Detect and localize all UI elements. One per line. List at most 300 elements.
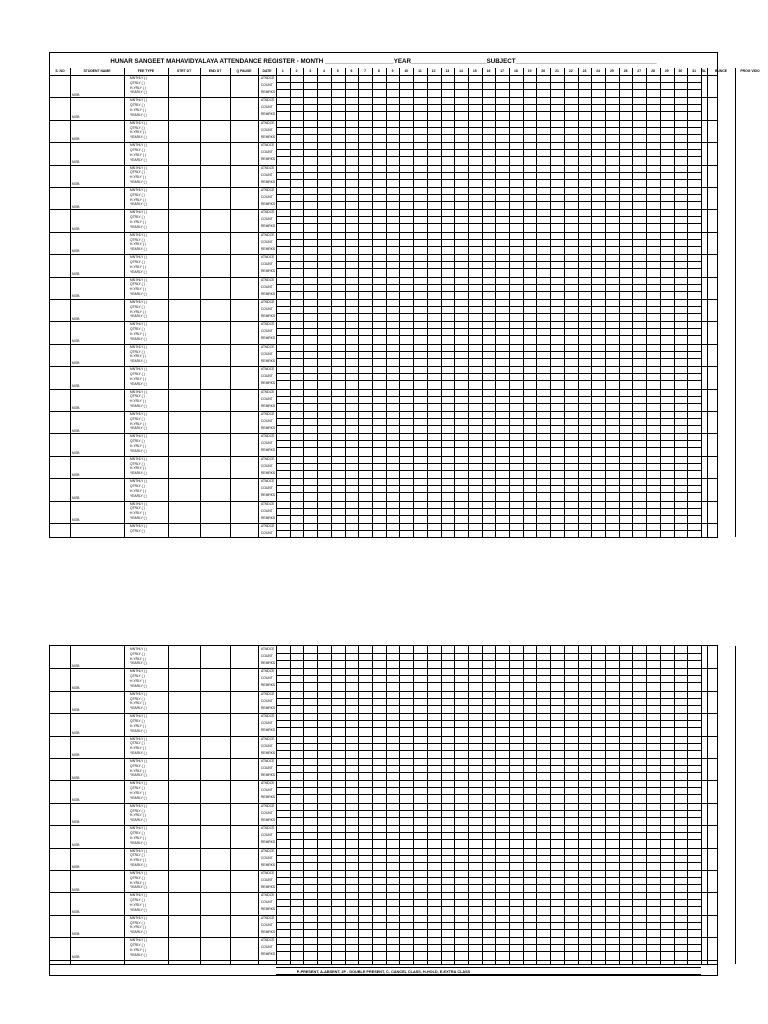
mob-label: MOB xyxy=(72,495,80,500)
day-divider xyxy=(550,780,551,802)
day-divider xyxy=(578,97,579,119)
day-divider xyxy=(482,915,483,937)
column-divider xyxy=(707,646,708,964)
day-divider xyxy=(441,713,442,735)
column-divider xyxy=(230,646,231,964)
day-divider xyxy=(386,142,387,164)
day-divider xyxy=(536,389,537,411)
day-divider xyxy=(619,344,620,366)
day-divider xyxy=(591,456,592,478)
day-divider xyxy=(303,668,304,690)
day-divider xyxy=(509,501,510,523)
row-label: COUNT xyxy=(261,329,273,334)
day-divider xyxy=(660,848,661,870)
day-divider xyxy=(523,668,524,690)
count-line xyxy=(276,335,701,336)
column-divider xyxy=(70,68,71,537)
count-line xyxy=(276,246,701,247)
day-divider xyxy=(399,254,400,276)
day-divider xyxy=(358,165,359,187)
day-divider xyxy=(605,187,606,209)
day-divider xyxy=(523,366,524,388)
fee-type-label: H-YRLY ( ) xyxy=(130,791,146,795)
day-divider xyxy=(454,321,455,343)
day-divider xyxy=(413,321,414,343)
day-divider xyxy=(605,68,606,75)
day-divider xyxy=(632,366,633,388)
day-divider xyxy=(358,691,359,713)
day-divider xyxy=(495,97,496,119)
day-divider xyxy=(509,120,510,142)
day-divider xyxy=(317,646,318,668)
day-divider xyxy=(317,389,318,411)
mob-label: MOB xyxy=(72,518,80,523)
day-divider xyxy=(674,120,675,142)
fee-type-label: MNTHLY ( ) xyxy=(130,826,148,831)
atndce-line xyxy=(276,787,701,788)
day-divider xyxy=(495,803,496,825)
day-divider xyxy=(358,366,359,388)
day-divider xyxy=(317,344,318,366)
day-header: 7 xyxy=(364,69,367,73)
day-divider xyxy=(578,187,579,209)
count-line xyxy=(276,111,701,112)
day-divider xyxy=(674,75,675,97)
block-line xyxy=(50,232,717,233)
day-divider xyxy=(441,478,442,500)
day-divider xyxy=(358,299,359,321)
row-label: ATNDCE xyxy=(261,210,275,215)
row-label: REMRKS xyxy=(261,683,276,688)
day-divider xyxy=(386,321,387,343)
day-divider xyxy=(454,97,455,119)
day-divider xyxy=(331,668,332,690)
day-divider xyxy=(564,68,565,75)
day-divider xyxy=(290,870,291,892)
count-line xyxy=(276,201,701,202)
day-divider xyxy=(303,142,304,164)
block-line xyxy=(50,713,717,714)
day-divider xyxy=(591,97,592,119)
day-divider xyxy=(331,142,332,164)
day-divider xyxy=(646,870,647,892)
day-divider xyxy=(468,501,469,523)
day-divider xyxy=(290,209,291,231)
row-label: ATNDCE xyxy=(261,344,275,349)
day-divider xyxy=(674,937,675,959)
day-divider xyxy=(441,646,442,668)
day-divider xyxy=(345,344,346,366)
day-divider xyxy=(331,803,332,825)
day-divider xyxy=(358,501,359,523)
day-divider xyxy=(399,668,400,690)
day-divider xyxy=(578,646,579,668)
day-divider xyxy=(550,825,551,847)
day-divider xyxy=(317,75,318,97)
day-divider xyxy=(674,142,675,164)
day-divider xyxy=(427,758,428,780)
day-divider xyxy=(591,277,592,299)
fee-type-label: QTRLY ( ) xyxy=(130,528,145,533)
fee-type-label: QTRLY ( ) xyxy=(130,651,145,656)
row-label: REMRKS xyxy=(261,202,276,206)
day-divider xyxy=(495,433,496,455)
day-divider xyxy=(441,915,442,937)
day-divider xyxy=(674,344,675,366)
fee-type-label: MNTHLY ( ) xyxy=(130,389,148,394)
day-divider xyxy=(454,848,455,870)
day-divider xyxy=(454,165,455,187)
day-divider xyxy=(454,389,455,411)
day-divider xyxy=(290,165,291,187)
day-divider xyxy=(386,254,387,276)
day-divider xyxy=(578,915,579,937)
day-divider xyxy=(509,75,510,97)
day-divider xyxy=(619,411,620,433)
atndce-line xyxy=(276,720,701,721)
row-label: COUNT xyxy=(261,150,273,155)
day-divider xyxy=(523,825,524,847)
day-divider xyxy=(536,75,537,97)
day-divider xyxy=(632,232,633,254)
day-divider xyxy=(399,165,400,187)
day-divider xyxy=(454,187,455,209)
day-divider xyxy=(605,646,606,668)
fee-type-label: H-YRLY ( ) xyxy=(130,108,146,112)
day-divider xyxy=(482,120,483,142)
count-line xyxy=(276,447,701,448)
day-divider xyxy=(413,433,414,455)
day-divider xyxy=(468,209,469,231)
count-line xyxy=(276,906,701,907)
day-divider xyxy=(523,713,524,735)
day-divider xyxy=(523,411,524,433)
day-divider xyxy=(482,277,483,299)
fee-type-label: YEARLY ( ) xyxy=(130,728,147,733)
day-divider xyxy=(509,433,510,455)
day-divider xyxy=(523,165,524,187)
day-divider xyxy=(646,736,647,758)
day-divider xyxy=(413,389,414,411)
day-header: 21 xyxy=(555,69,559,73)
row-label: ATNDCE xyxy=(261,938,275,943)
day-divider xyxy=(413,75,414,97)
row-label: ATNDCE xyxy=(261,322,275,327)
day-divider xyxy=(290,803,291,825)
day-divider xyxy=(427,165,428,187)
day-divider xyxy=(632,277,633,299)
row-label: ATNDCE xyxy=(261,76,275,80)
day-divider xyxy=(468,736,469,758)
day-divider xyxy=(687,870,688,892)
mob-label: MOB xyxy=(72,137,80,142)
fee-type-label: MNTHLY ( ) xyxy=(130,120,148,125)
day-divider xyxy=(523,803,524,825)
day-divider xyxy=(317,456,318,478)
row-label: ATNDCE xyxy=(261,367,275,372)
fee-type-label: QTRLY ( ) xyxy=(130,170,145,175)
atndce-line xyxy=(276,967,701,968)
day-divider xyxy=(605,321,606,343)
fee-type-label: YEARLY ( ) xyxy=(130,930,147,935)
fee-type-label: QTRLY ( ) xyxy=(130,506,145,511)
day-divider xyxy=(372,366,373,388)
fee-type-label: YEARLY ( ) xyxy=(130,359,147,364)
row-label: COUNT xyxy=(261,508,273,513)
day-divider xyxy=(413,254,414,276)
day-divider xyxy=(441,668,442,690)
count-line xyxy=(276,727,701,728)
day-divider xyxy=(386,389,387,411)
mob-label: MOB xyxy=(72,338,80,343)
day-divider xyxy=(427,501,428,523)
row-label: ATNDCE xyxy=(261,98,275,103)
day-header: 27 xyxy=(637,69,642,73)
mob-label: MOB xyxy=(72,932,80,937)
day-divider xyxy=(646,848,647,870)
mob-label: MOB xyxy=(72,159,80,164)
day-divider xyxy=(509,277,510,299)
day-divider xyxy=(509,668,510,690)
day-divider xyxy=(578,142,579,164)
mob-label: MOB xyxy=(72,406,80,411)
row-label: REMRKS xyxy=(261,134,276,139)
row-label: ATNDCE xyxy=(261,915,275,920)
day-divider xyxy=(632,848,633,870)
fee-type-label: YEARLY ( ) xyxy=(130,907,147,912)
day-divider xyxy=(290,75,291,97)
day-divider xyxy=(345,456,346,478)
day-divider xyxy=(413,501,414,523)
day-divider xyxy=(687,478,688,500)
fee-type-label: QTRLY ( ) xyxy=(130,125,145,130)
day-divider xyxy=(441,691,442,713)
day-divider xyxy=(523,97,524,119)
atndce-line xyxy=(276,877,701,878)
day-divider xyxy=(578,780,579,802)
header-student_name: STUDENT NAME xyxy=(83,69,111,73)
day-divider xyxy=(399,321,400,343)
day-divider xyxy=(331,232,332,254)
block-line xyxy=(50,964,717,965)
mob-label: MOB xyxy=(72,316,80,321)
day-divider xyxy=(495,501,496,523)
day-divider xyxy=(303,691,304,713)
day-divider xyxy=(303,780,304,802)
day-divider xyxy=(372,736,373,758)
day-divider xyxy=(619,713,620,735)
day-divider xyxy=(468,668,469,690)
day-divider xyxy=(331,825,332,847)
day-divider xyxy=(468,344,469,366)
mob-label: MOB xyxy=(72,685,80,690)
day-divider xyxy=(550,411,551,433)
day-divider xyxy=(523,344,524,366)
atndce-line xyxy=(276,508,701,509)
day-divider xyxy=(358,142,359,164)
fee-type-label: H-YRLY ( ) xyxy=(130,511,146,516)
day-divider xyxy=(345,892,346,914)
day-divider xyxy=(303,321,304,343)
day-divider xyxy=(399,937,400,959)
fee-type-label: YEARLY ( ) xyxy=(130,90,147,95)
mob-label: MOB xyxy=(72,294,80,299)
day-divider xyxy=(303,892,304,914)
day-divider xyxy=(358,389,359,411)
day-divider xyxy=(632,344,633,366)
row-label: REMRKS xyxy=(261,885,276,889)
day-divider xyxy=(523,75,524,97)
fee-type-label: YEARLY ( ) xyxy=(130,448,147,453)
day-divider xyxy=(413,299,414,321)
day-divider xyxy=(660,937,661,959)
day-divider xyxy=(495,187,496,209)
row-label: ATNDCE xyxy=(261,255,275,260)
day-divider xyxy=(441,277,442,299)
day-divider xyxy=(550,299,551,321)
day-divider xyxy=(399,75,400,97)
block-line xyxy=(50,344,717,345)
day-divider xyxy=(413,691,414,713)
day-divider xyxy=(413,68,414,75)
row-label: COUNT xyxy=(261,307,273,311)
row-label: COUNT xyxy=(261,743,273,748)
day-divider xyxy=(454,668,455,690)
day-divider xyxy=(345,120,346,142)
row-label: REMRKS xyxy=(261,773,276,777)
day-divider xyxy=(509,366,510,388)
day-divider xyxy=(317,780,318,802)
day-divider xyxy=(591,848,592,870)
mob-label: MOB xyxy=(72,361,80,366)
fee-type-label: H-YRLY ( ) xyxy=(130,835,146,840)
count-line xyxy=(276,291,701,292)
day-divider xyxy=(536,915,537,937)
day-divider xyxy=(619,75,620,97)
day-divider xyxy=(303,97,304,119)
day-divider xyxy=(427,97,428,119)
count-line xyxy=(276,839,701,840)
day-divider xyxy=(564,366,565,388)
day-divider xyxy=(495,344,496,366)
day-divider xyxy=(427,120,428,142)
day-divider xyxy=(358,758,359,780)
day-divider xyxy=(482,75,483,97)
day-divider xyxy=(509,232,510,254)
day-divider xyxy=(674,501,675,523)
fee-type-label: MNTHLY ( ) xyxy=(130,479,148,484)
day-divider xyxy=(605,870,606,892)
row-label: ATNDCE xyxy=(261,277,275,282)
day-divider xyxy=(619,803,620,825)
atndce-line xyxy=(276,743,701,744)
day-divider xyxy=(660,646,661,668)
mob-label: MOB xyxy=(72,775,80,780)
day-divider xyxy=(345,713,346,735)
day-divider xyxy=(372,344,373,366)
day-divider xyxy=(687,187,688,209)
column-divider xyxy=(168,68,169,537)
fee-type-label: MNTHLY ( ) xyxy=(130,647,148,651)
fee-type-label: MNTHLY ( ) xyxy=(130,412,148,416)
row-label: REMRKS xyxy=(261,795,276,800)
day-divider xyxy=(605,501,606,523)
day-divider xyxy=(468,142,469,164)
day-divider xyxy=(331,187,332,209)
day-divider xyxy=(536,411,537,433)
day-divider xyxy=(605,165,606,187)
day-divider xyxy=(660,75,661,97)
day-divider xyxy=(619,937,620,959)
day-divider xyxy=(550,277,551,299)
day-divider xyxy=(290,646,291,668)
block-line xyxy=(50,501,717,502)
day-divider xyxy=(591,870,592,892)
day-divider xyxy=(454,456,455,478)
day-divider xyxy=(495,389,496,411)
day-divider xyxy=(386,344,387,366)
day-divider xyxy=(331,344,332,366)
day-divider xyxy=(605,456,606,478)
day-divider xyxy=(413,713,414,735)
day-divider xyxy=(687,691,688,713)
day-header: 31 xyxy=(692,69,697,73)
fee-type-label: MNTHLY ( ) xyxy=(130,456,148,461)
day-divider xyxy=(290,892,291,914)
row-label: ATNDCE xyxy=(261,434,275,439)
day-divider xyxy=(536,803,537,825)
day-divider xyxy=(358,68,359,75)
row-label: ATNDCE xyxy=(261,232,275,237)
day-divider xyxy=(413,646,414,668)
fee-type-label: QTRLY ( ) xyxy=(130,372,145,376)
row-label: COUNT xyxy=(261,945,273,950)
day-divider xyxy=(674,780,675,802)
fee-type-label: YEARLY ( ) xyxy=(130,661,147,666)
day-divider xyxy=(441,870,442,892)
day-divider xyxy=(632,75,633,97)
count-line xyxy=(276,179,701,180)
fee-type-label: QTRLY ( ) xyxy=(130,461,145,466)
day-divider xyxy=(660,68,661,75)
day-divider xyxy=(345,478,346,500)
day-divider xyxy=(578,165,579,187)
mob-label: MOB xyxy=(72,271,80,276)
day-divider xyxy=(605,433,606,455)
fee-type-label: YEARLY ( ) xyxy=(130,314,147,319)
day-divider xyxy=(317,321,318,343)
day-divider xyxy=(578,209,579,231)
fee-type-label: H-YRLY ( ) xyxy=(130,85,146,90)
day-divider xyxy=(495,68,496,75)
day-divider xyxy=(646,691,647,713)
day-divider xyxy=(619,646,620,668)
day-divider xyxy=(646,187,647,209)
day-divider xyxy=(290,97,291,119)
day-divider xyxy=(632,803,633,825)
block-line xyxy=(50,209,717,210)
day-divider xyxy=(660,209,661,231)
day-divider xyxy=(468,758,469,780)
day-header: 16 xyxy=(486,69,491,73)
day-divider xyxy=(550,142,551,164)
fee-type-label: YEARLY ( ) xyxy=(130,269,147,274)
day-divider xyxy=(441,209,442,231)
fee-type-label: QTRLY ( ) xyxy=(130,215,145,220)
day-divider xyxy=(290,915,291,937)
day-divider xyxy=(482,780,483,802)
fee-type-label: QTRLY ( ) xyxy=(130,674,145,679)
